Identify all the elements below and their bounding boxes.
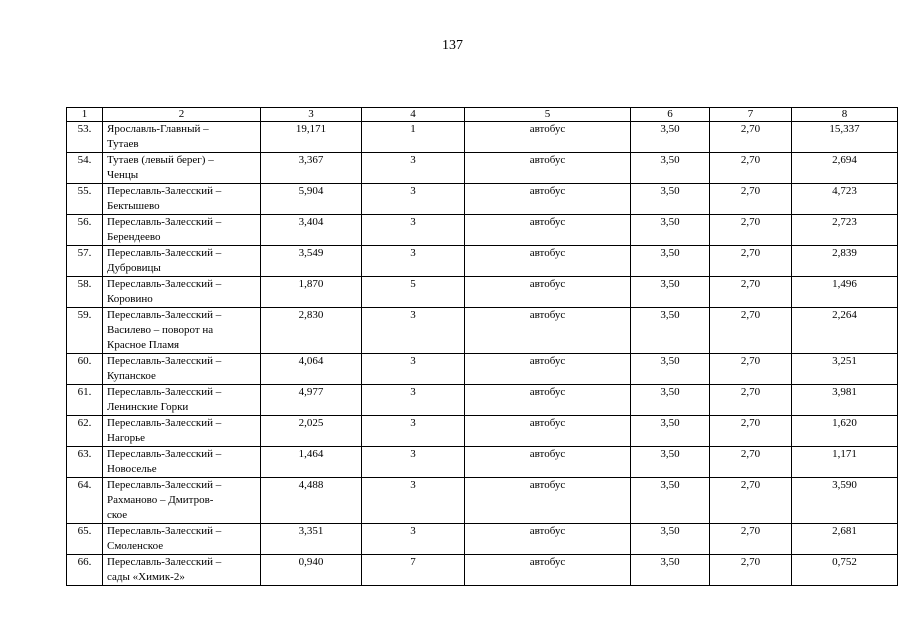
column-header-2: 2 [103, 108, 261, 122]
table-cell-col-8: 1,171 [792, 447, 898, 478]
table-cell-col-5: автобус [465, 122, 631, 153]
table-cell-col-7: 2,70 [710, 416, 792, 447]
table-row [67, 184, 898, 215]
table-cell-col-6: 3,50 [631, 478, 710, 524]
table-row [67, 354, 898, 385]
table-cell-col-5: автобус [465, 478, 631, 524]
table-cell-col-4: 3 [362, 416, 465, 447]
table-row [67, 308, 898, 354]
table-body [67, 122, 898, 586]
table-cell-col-7: 2,70 [710, 308, 792, 354]
table-row [67, 385, 898, 416]
table-cell-col-7: 2,70 [710, 385, 792, 416]
table-cell-col-1: 57. [67, 246, 103, 277]
table-cell-col-7: 2,70 [710, 354, 792, 385]
table-cell-col-2: Переславль-Залесский – Бектышево [103, 184, 261, 215]
table-cell-col-5: автобус [465, 555, 631, 586]
table-cell-col-8: 1,620 [792, 416, 898, 447]
table-cell-col-3: 1,464 [261, 447, 362, 478]
column-header-6: 6 [631, 108, 710, 122]
table-cell-col-3: 3,549 [261, 246, 362, 277]
table-cell-col-3: 0,940 [261, 555, 362, 586]
table-cell-col-3: 1,870 [261, 277, 362, 308]
table-row [67, 555, 898, 586]
table-row [67, 478, 898, 524]
column-header-5: 5 [465, 108, 631, 122]
table-cell-col-2: Тутаев (левый берег) – Ченцы [103, 153, 261, 184]
table-cell-col-2: Переславль-Залесский – Василево – поворот на Красное Пламя [103, 308, 261, 354]
table-cell-col-4: 3 [362, 447, 465, 478]
table-cell-col-8: 2,264 [792, 308, 898, 354]
table-row [67, 246, 898, 277]
table-cell-col-2: Переславль-Залесский – Берендеево [103, 215, 261, 246]
table-cell-col-7: 2,70 [710, 153, 792, 184]
page-number: 137 [442, 38, 463, 53]
table-cell-col-2: Переславль-Залесский – Дубровицы [103, 246, 261, 277]
table-cell-col-5: автобус [465, 215, 631, 246]
table-cell-col-2: Переславль-Залесский – Рахманово – Дмитров- ское [103, 478, 261, 524]
table-cell-col-8: 1,496 [792, 277, 898, 308]
table-row [67, 153, 898, 184]
table-cell-col-6: 3,50 [631, 385, 710, 416]
table-cell-col-6: 3,50 [631, 153, 710, 184]
table-cell-col-7: 2,70 [710, 447, 792, 478]
table-cell-col-8: 4,723 [792, 184, 898, 215]
table-cell-col-7: 2,70 [710, 555, 792, 586]
table-cell-col-8: 2,694 [792, 153, 898, 184]
table-cell-col-3: 19,171 [261, 122, 362, 153]
table-row [67, 447, 898, 478]
table-cell-col-5: автобус [465, 246, 631, 277]
table-cell-col-4: 3 [362, 478, 465, 524]
table-cell-col-5: автобус [465, 385, 631, 416]
table-cell-col-1: 59. [67, 308, 103, 354]
table-row [67, 215, 898, 246]
table-cell-col-1: 60. [67, 354, 103, 385]
table-header-row [67, 108, 898, 122]
table-cell-col-1: 53. [67, 122, 103, 153]
table-cell-col-4: 3 [362, 184, 465, 215]
table-cell-col-5: автобус [465, 308, 631, 354]
table-row [67, 416, 898, 447]
table-cell-col-4: 3 [362, 246, 465, 277]
table-row [67, 524, 898, 555]
table-cell-col-7: 2,70 [710, 122, 792, 153]
table-cell-col-1: 58. [67, 277, 103, 308]
table-cell-col-1: 65. [67, 524, 103, 555]
table-cell-col-4: 5 [362, 277, 465, 308]
table-cell-col-4: 1 [362, 122, 465, 153]
table-cell-col-8: 3,251 [792, 354, 898, 385]
table-cell-col-8: 2,723 [792, 215, 898, 246]
table-cell-col-5: автобус [465, 416, 631, 447]
table-cell-col-6: 3,50 [631, 277, 710, 308]
table-cell-col-8: 2,839 [792, 246, 898, 277]
table-cell-col-6: 3,50 [631, 354, 710, 385]
table-cell-col-1: 62. [67, 416, 103, 447]
table-cell-col-7: 2,70 [710, 524, 792, 555]
routes-table [66, 107, 898, 586]
table-cell-col-4: 3 [362, 153, 465, 184]
table-cell-col-2: Переславль-Залесский – сады «Химик-2» [103, 555, 261, 586]
table-cell-col-6: 3,50 [631, 447, 710, 478]
column-header-8: 8 [792, 108, 898, 122]
table-cell-col-4: 7 [362, 555, 465, 586]
table-cell-col-6: 3,50 [631, 555, 710, 586]
table-cell-col-6: 3,50 [631, 416, 710, 447]
table-cell-col-1: 56. [67, 215, 103, 246]
table-cell-col-7: 2,70 [710, 478, 792, 524]
table-cell-col-2: Ярославль-Главный – Тутаев [103, 122, 261, 153]
table-cell-col-6: 3,50 [631, 308, 710, 354]
table-cell-col-5: автобус [465, 524, 631, 555]
table-cell-col-3: 4,064 [261, 354, 362, 385]
table-cell-col-5: автобус [465, 354, 631, 385]
table-cell-col-8: 15,337 [792, 122, 898, 153]
table-cell-col-5: автобус [465, 447, 631, 478]
table-cell-col-7: 2,70 [710, 277, 792, 308]
table-cell-col-3: 4,977 [261, 385, 362, 416]
table-row [67, 277, 898, 308]
table-cell-col-3: 2,025 [261, 416, 362, 447]
table-cell-col-2: Переславль-Залесский – Нагорье [103, 416, 261, 447]
table-cell-col-2: Переславль-Залесский – Новоселье [103, 447, 261, 478]
table-cell-col-8: 3,981 [792, 385, 898, 416]
column-header-3: 3 [261, 108, 362, 122]
table-cell-col-4: 3 [362, 354, 465, 385]
table-cell-col-6: 3,50 [631, 246, 710, 277]
table-row [67, 122, 898, 153]
table-cell-col-6: 3,50 [631, 122, 710, 153]
column-header-4: 4 [362, 108, 465, 122]
table-cell-col-3: 4,488 [261, 478, 362, 524]
table-cell-col-3: 2,830 [261, 308, 362, 354]
table-cell-col-8: 2,681 [792, 524, 898, 555]
table-cell-col-8: 0,752 [792, 555, 898, 586]
table-cell-col-2: Переславль-Залесский – Купанское [103, 354, 261, 385]
table-cell-col-1: 64. [67, 478, 103, 524]
table-cell-col-5: автобус [465, 184, 631, 215]
table-cell-col-2: Переславль-Залесский – Коровино [103, 277, 261, 308]
table-cell-col-1: 66. [67, 555, 103, 586]
table-cell-col-5: автобус [465, 153, 631, 184]
table-cell-col-8: 3,590 [792, 478, 898, 524]
table-cell-col-4: 3 [362, 308, 465, 354]
table-cell-col-4: 3 [362, 524, 465, 555]
table-cell-col-7: 2,70 [710, 215, 792, 246]
table-cell-col-3: 3,367 [261, 153, 362, 184]
column-header-7: 7 [710, 108, 792, 122]
table-cell-col-1: 63. [67, 447, 103, 478]
table-cell-col-6: 3,50 [631, 524, 710, 555]
table-cell-col-7: 2,70 [710, 246, 792, 277]
table-cell-col-4: 3 [362, 215, 465, 246]
table-cell-col-1: 54. [67, 153, 103, 184]
table-cell-col-7: 2,70 [710, 184, 792, 215]
table-cell-col-1: 55. [67, 184, 103, 215]
table-cell-col-5: автобус [465, 277, 631, 308]
table-cell-col-2: Переславль-Залесский – Ленинские Горки [103, 385, 261, 416]
table-cell-col-3: 3,351 [261, 524, 362, 555]
table-cell-col-6: 3,50 [631, 215, 710, 246]
table-cell-col-3: 3,404 [261, 215, 362, 246]
table-cell-col-2: Переславль-Залесский – Смоленское [103, 524, 261, 555]
table-cell-col-3: 5,904 [261, 184, 362, 215]
table-cell-col-6: 3,50 [631, 184, 710, 215]
table-cell-col-4: 3 [362, 385, 465, 416]
column-header-1: 1 [67, 108, 103, 122]
table-cell-col-1: 61. [67, 385, 103, 416]
